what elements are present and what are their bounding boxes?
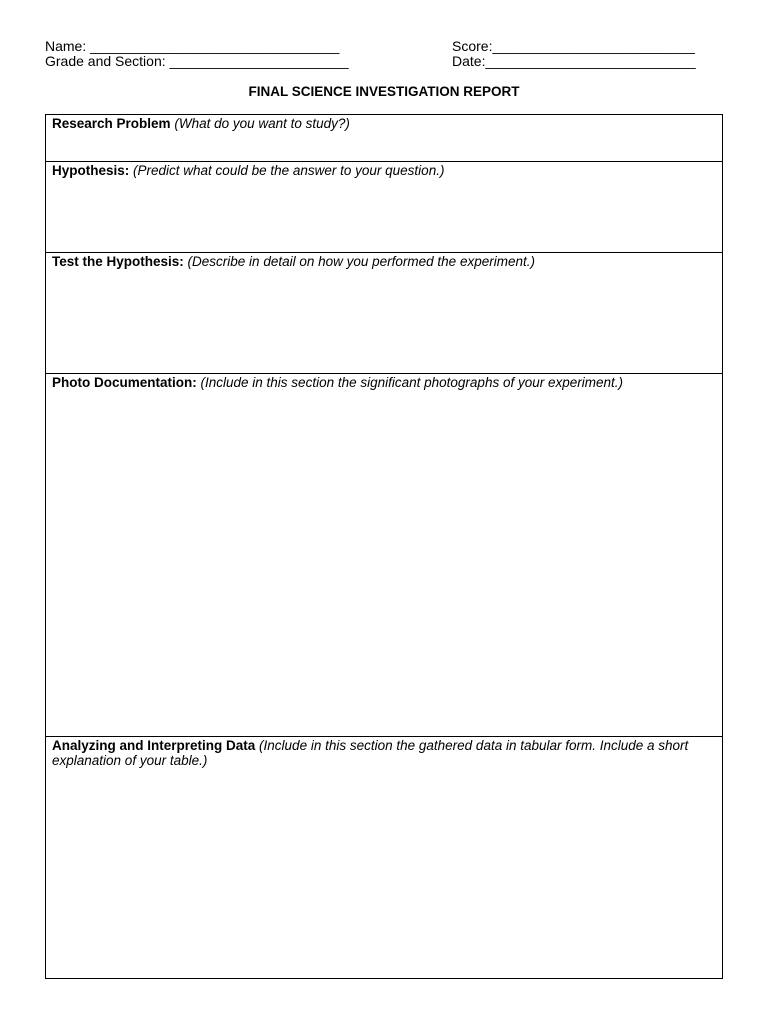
photo-documentation-hint: (Include in this section the significant photographs of your experiment.)	[200, 375, 623, 390]
research-problem-heading: Research Problem	[52, 116, 171, 131]
test-hypothesis-heading: Test the Hypothesis:	[52, 254, 184, 269]
research-problem-hint: (What do you want to study?)	[174, 116, 350, 131]
photo-documentation-section[interactable]	[46, 374, 722, 737]
hypothesis-hint: (Predict what could be the answer to your question.)	[133, 163, 445, 178]
report-title: FINAL SCIENCE INVESTIGATION REPORT	[248, 84, 520, 99]
analyzing-data-heading: Analyzing and Interpreting Data	[52, 738, 256, 753]
date-field-label[interactable]: Date:___________________________	[452, 53, 696, 69]
analyzing-data-section[interactable]	[46, 737, 722, 978]
research-problem-section[interactable]	[46, 115, 722, 162]
score-field-label[interactable]: Score:__________________________	[452, 38, 695, 54]
name-field-label[interactable]: Name: ________________________________	[45, 38, 340, 54]
grade-section-field-label[interactable]: Grade and Section: _______________________	[45, 53, 349, 69]
test-hypothesis-hint: (Describe in detail on how you performed the experiment.)	[187, 254, 535, 269]
report-table	[45, 114, 723, 979]
hypothesis-heading: Hypothesis:	[52, 163, 130, 178]
analyzing-data-hint: (Include in this section the gathered data in tabular form. Include a short explanation of your table.)	[52, 738, 689, 768]
photo-documentation-heading: Photo Documentation:	[52, 375, 197, 390]
hypothesis-section[interactable]	[46, 162, 722, 253]
test-hypothesis-section[interactable]	[46, 253, 722, 374]
